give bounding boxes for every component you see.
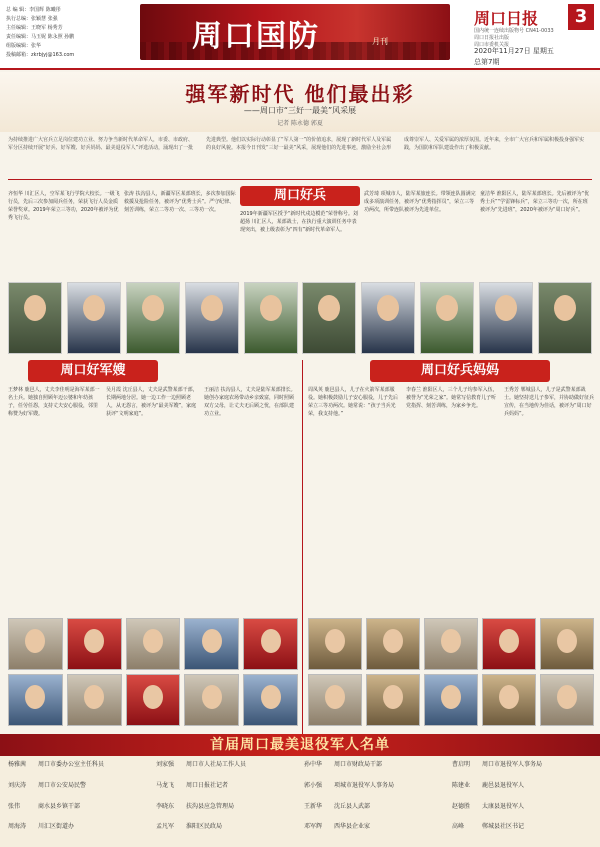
soldier-photo <box>420 282 474 354</box>
article-column: 武芳琦 项城市人，陆军某旅连长。带领连队圆满完成多项演训任务，被评为“优秀指挥员”，荣立三等功两次，所带连队被评为先进单位。 <box>364 191 476 213</box>
portrait-photo <box>540 674 594 726</box>
credit-line: 执行总编：张颖慧 张强 <box>6 16 58 22</box>
headline-subtitle: ——周口市“三好一最美”风采展 <box>243 106 357 115</box>
portrait-photo <box>126 618 181 670</box>
soldier-photo <box>8 282 62 354</box>
portrait-photo <box>8 674 63 726</box>
portrait-photo <box>184 674 239 726</box>
soldier-photo <box>126 282 180 354</box>
paper-info-line: 国内统一连续出版物号 CN41-0033 <box>474 28 554 34</box>
portrait-photo <box>482 618 536 670</box>
wife-portrait-grid <box>8 618 298 726</box>
article-column: 王秀芳 郸城县人，儿子是武警某部战士。她坚持送儿子参军，并协助做好征兵宣传，在当地传为佳话，被评为“周口好兵妈妈”。 <box>504 387 594 417</box>
article-column: 张涛 扶沟县人，新疆军区某部班长，多次参加国际救援及抢险任务，被评为“优秀士兵”。严守纪律、刻苦训练，荣立二等功一次、三等功一次。 <box>124 191 236 213</box>
honor-list <box>0 756 600 847</box>
credit-line: 主任编辑：王晓军 杨秀芳 <box>6 25 63 31</box>
honor-list-title: 首届周口最美退役军人名单 <box>0 734 600 756</box>
list-item: 孙中华 周口市财政局干部 <box>304 761 383 768</box>
portrait-photo <box>424 674 478 726</box>
soldier-photo <box>185 282 239 354</box>
article-column: 2019年新疆军区授予“新时代戍边模范”荣誉称号。刘超扬 川汇区人，某部战士，在执行重大演训任务中表现突出，被上级表彰为“四有”新时代革命军人。 <box>240 211 358 233</box>
list-item: 孟凡军 淮阳区民政局 <box>156 823 223 831</box>
section-good-mother: 周口好兵妈妈 <box>370 360 550 382</box>
issue-number: 总第7期 <box>474 58 500 66</box>
page-number: 3 <box>568 4 594 30</box>
article-column: 童洁华 淮阳区人，陆军某部班长。先后被评为“优秀士兵”“学雷锋标兵”，荣立三等功一次，所在班被评为“先进班”，2020年被评为“周口好兵”。 <box>480 191 590 213</box>
masthead <box>0 0 600 70</box>
list-item: 曹启明 周口市退役军人事务局 <box>452 761 543 768</box>
portrait-photo <box>366 618 420 670</box>
list-item: 邓军辉 西华县企业家 <box>304 823 371 831</box>
portrait-photo <box>308 618 362 670</box>
list-item: 王新华 沈丘县人武部 <box>304 802 371 810</box>
credit-line: 总 编 辑：李国辉 陈曦彤 <box>6 7 61 13</box>
article-column: 吴月霞 沈丘县人，丈夫是武警某部干部，长期两地分居。她一边工作一边照顾老人，从无怨言，被评为“最美军嫂”，家庭获评“文明家庭”。 <box>106 387 198 417</box>
portrait-photo <box>243 674 298 726</box>
soldier-photo <box>479 282 533 354</box>
list-item: 张伟 商水县乡镇干部 <box>8 802 81 810</box>
portrait-photo <box>67 618 122 670</box>
portrait-photo <box>366 674 420 726</box>
article-column: 齐恒华 川汇区人，空军某飞行学院大校长。一级飞行员，先后三次参加阅兵任务，荣获飞行人员金质荣誉奖章。2019年荣立三等功，2020年被评为优秀飞行员。 <box>8 191 120 221</box>
headline-title: 强军新时代 他们最出彩 <box>185 82 415 106</box>
issue-date: 2020年11月27日 星期五 <box>474 47 554 55</box>
list-item: 李晓东 扶沟县应急管理局 <box>156 802 235 810</box>
portrait-photo <box>8 618 63 670</box>
list-item: 马龙飞 周口日报社记者 <box>156 781 229 789</box>
portrait-photo <box>126 674 181 726</box>
portrait-photo <box>67 674 122 726</box>
list-item: 周海涛 川汇区街道办 <box>8 823 75 831</box>
article-column: 王梦林 鹿邑人，丈夫李佳明是海军某部一名士兵。她独自照顾年迈公婆和年幼孩子，任劳任怨，支持丈夫安心服役，邻里称赞为好军嫂。 <box>8 387 100 417</box>
soldier-photo <box>538 282 592 354</box>
portrait-photo <box>308 674 362 726</box>
section-good-wife: 周口好军嫂 <box>28 360 158 382</box>
section-title: 周口国防 <box>192 19 320 54</box>
list-item: 刘庆涛 周口市公安局民警 <box>8 781 87 789</box>
article-column: 李春兰 淮阳区人，三个儿子均参军入伍，被誉为“光荣之家”。她常写信教育儿子听党指挥、刻苦训练，为家乡争光。 <box>406 387 498 409</box>
section-good-soldier: 周口好兵 <box>240 186 360 206</box>
column-divider <box>302 360 303 740</box>
list-item: 高峰 郸城县社区书记 <box>452 823 525 831</box>
soldier-photo <box>244 282 298 354</box>
section-banner <box>140 4 450 60</box>
intro-paragraph: 为持续推进广大官兵立足岗位建功立业、努力争当新时代革命军人，市委、市政府、军分区持续开展“好兵、好军嫂、好兵妈妈、最美退役军人”评选活动，涌现出了一批先进典型。他们以实际行动彰显了“军人第一”的价值追求，展现了新时代军人及军属的良好风貌。本报今日刊发“三好一最美”风采，展现他们的先进事迹，激励全社会形成尊崇军人、关爱军属的浓厚氛围。近年来，全市广大官兵和军属积极投身强军实践，为国防和军队建设作出了积极贡献。 <box>8 136 592 180</box>
soldier-photo <box>302 282 356 354</box>
headline-block <box>0 72 600 132</box>
list-item: 陈建业 鹿邑县退役军人 <box>452 781 525 789</box>
paper-name: 周口日报 <box>474 9 539 28</box>
list-item: 刘家强 周口市人社局工作人员 <box>156 761 247 768</box>
soldier-photo <box>361 282 415 354</box>
article-column: 周凤英 鹿邑县人，儿子在火箭军某部服役。她积极鼓励儿子安心服役，儿子先后荣立三等功两次。她常说：“孩子当兵光荣，我支持他。” <box>308 387 399 417</box>
list-item: 杨雅茜 周口市委办公室主任科员 <box>8 761 105 768</box>
soldier-photo-strip <box>8 282 592 354</box>
list-item: 郭小强 项城市退役军人事务局 <box>304 781 395 789</box>
portrait-photo <box>424 618 478 670</box>
credit-line[interactable]: 投稿邮箱：zkrbjyj@163.com <box>6 52 75 58</box>
soldier-photo <box>67 282 121 354</box>
section-subtitle: 月刊 <box>372 37 388 46</box>
list-item: 赵德胜 太康县退役军人 <box>452 802 525 810</box>
portrait-photo <box>184 618 239 670</box>
article-column: 王丽洁 扶沟县人，丈夫是陆军某部排长。她创办家庭农场带动乡亲致富，同时照顾双方父母，让丈夫无后顾之忧，在部队建功立业。 <box>204 387 296 417</box>
mother-portrait-grid <box>308 618 594 726</box>
byline: 记者 陈永德 郭夏 <box>277 120 323 127</box>
credit-line: 责任编辑：马玉妮 陈永照 孙鹏 <box>6 34 75 40</box>
paper-info-line: 周口日报社出版 <box>474 35 510 41</box>
editorial-credits <box>6 6 116 60</box>
paper-info-line: 周口市委机关报 <box>474 42 510 48</box>
portrait-photo <box>482 674 536 726</box>
portrait-photo <box>540 618 594 670</box>
portrait-photo <box>243 618 298 670</box>
credit-line: 组版编辑：张华 <box>6 43 42 49</box>
